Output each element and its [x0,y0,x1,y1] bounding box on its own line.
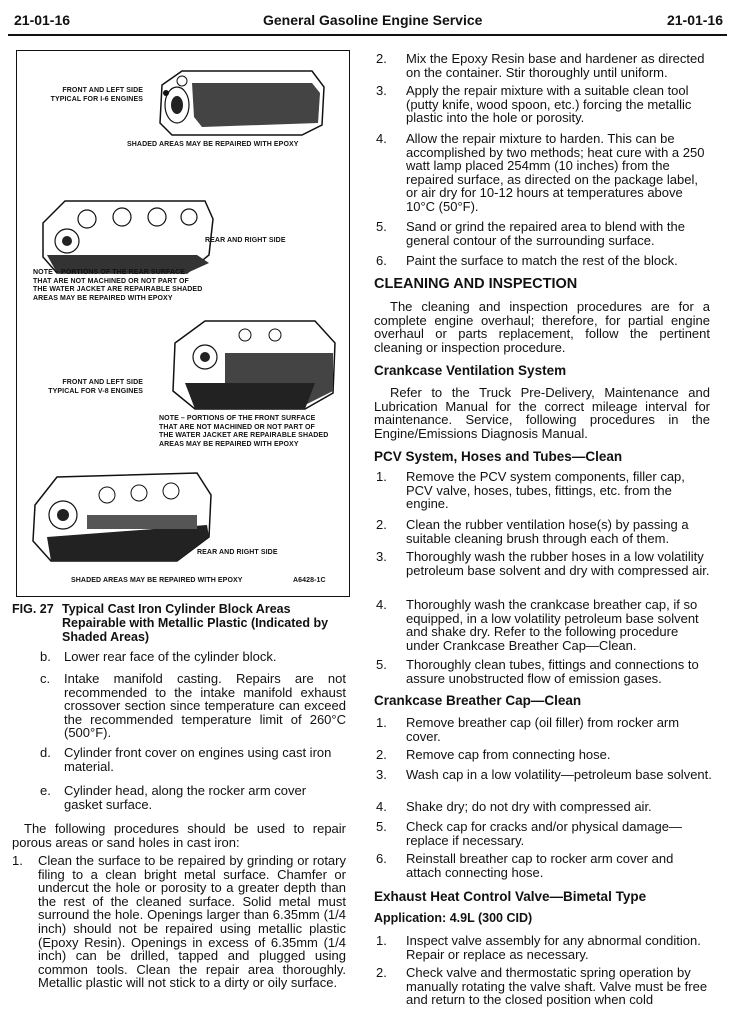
section-heading-pcv: PCV System, Hoses and Tubes—Clean [374,449,623,464]
exhaust-application: Application: 4.9L (300 CID) [374,911,533,925]
label-rear-right-1: REAR AND RIGHT SIDE [205,237,286,244]
figure-27 [16,50,350,597]
page-header [8,10,727,36]
cleaning-paragraph: The cleaning and inspection procedures are for a complete engine overhaul; therefore, for partial engine overhaul or parts replacement, follow the pertinent cleaning or inspection procedure. [374,299,710,355]
section-heading-cleaning: CLEANING AND INSPECTION [374,276,578,292]
page-number-right: 21-01-16 [666,12,723,28]
label-shaded-areas-2: SHADED AREAS MAY BE REPAIRED WITH EPOXY [71,577,243,584]
note-rear-surface: NOTE – PORTIONS OF THE REAR SURFACE THAT ARE NOT MACHINED OR NOT PART OF THE WATER JACKET ARE REPAIRABLE SHADED AREAS MAY BE REPAIRED WITH EPOXY [33,269,203,302]
label-shaded-areas-1: SHADED AREAS MAY BE REPAIRED WITH EPOXY [127,141,299,148]
page-title: General Gasoline Engine Service [263,12,483,28]
section-heading-crankcase-vent: Crankcase Ventilation System [374,363,567,378]
section-heading-breather: Crankcase Breather Cap—Clean [374,693,582,708]
v8-block-front-illustration [165,313,341,413]
crankcase-vent-paragraph: Refer to the Truck Pre-Delivery, Maintenance and Lubrication Manual for the correct mileage interval for maintenance. Service, following procedures in the Engine/Emissions Diagnosis Manual. [374,385,710,441]
note-front-surface: NOTE – PORTIONS OF THE FRONT SURFACE THAT ARE NOT MACHINED OR NOT PART OF THE WATER JACKET ARE REPAIRABLE SHADED AREAS MAY BE REPAIRED WITH EPOXY [159,415,329,448]
repair-intro-paragraph: The following procedures should be used to repair porous areas or sand holes in cast iron: [12,821,346,850]
label-v8-front: FRONT AND LEFT SIDE TYPICAL FOR V-8 ENGINES [48,379,143,395]
v8-block-rear-illustration [27,465,217,565]
i6-block-front-illustration [152,65,332,137]
figure-number: FIG. 27 [12,602,54,616]
section-heading-exhaust: Exhaust Heat Control Valve—Bimetal Type [374,889,647,904]
i6-block-rear-illustration [37,193,217,277]
figure-caption-text: Typical Cast Iron Cylinder Block Areas Repairable with Metallic Plastic (Indicated by Shaded Areas) [62,602,329,644]
figure-code: A6428-1C [293,577,326,584]
page-number-left: 21-01-16 [14,12,71,28]
label-i6-front: FRONT AND LEFT SIDE TYPICAL FOR I-6 ENGINES [50,87,143,103]
label-rear-right-2: REAR AND RIGHT SIDE [197,549,278,556]
